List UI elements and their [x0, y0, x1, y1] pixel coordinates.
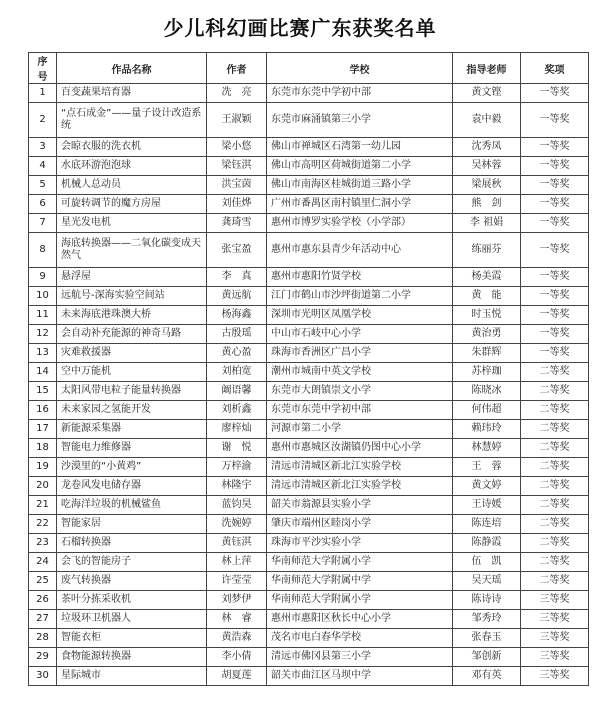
- cell-work-name: 智能衣柜: [57, 629, 207, 648]
- cell-award: 三等奖: [521, 648, 589, 667]
- table-row: [29, 667, 589, 686]
- cell-school: 东莞市东莞中学初中部: [267, 84, 453, 103]
- cell-award: 二等奖: [521, 534, 589, 553]
- cell-author: 刘柏宽: [207, 363, 267, 382]
- cell-school: 佛山市高明区荷城街道第二小学: [267, 157, 453, 176]
- cell-no: 20: [29, 477, 57, 496]
- cell-no: 8: [29, 233, 57, 268]
- cell-no: 4: [29, 157, 57, 176]
- cell-author: 万梓渝: [207, 458, 267, 477]
- header-award: 奖项: [521, 53, 589, 84]
- cell-teacher: 陈诗诗: [453, 591, 521, 610]
- cell-teacher: 陈连培: [453, 515, 521, 534]
- cell-no: 7: [29, 214, 57, 233]
- cell-school: 潮州市城南中英文学校: [267, 363, 453, 382]
- cell-no: 22: [29, 515, 57, 534]
- cell-author: 林隆宇: [207, 477, 267, 496]
- cell-no: 1: [29, 84, 57, 103]
- cell-teacher: 苏梓珈: [453, 363, 521, 382]
- cell-school: 深圳市光明区凤凰学校: [267, 306, 453, 325]
- cell-award: 一等奖: [521, 195, 589, 214]
- cell-school: 惠州市惠阳竹贤学校: [267, 268, 453, 287]
- cell-author: 林上萍: [207, 553, 267, 572]
- cell-author: 李小倩: [207, 648, 267, 667]
- cell-work-name: 未来海底港珠澳大桥: [57, 306, 207, 325]
- cell-work-name: 可旋转调节的魔方房屋: [57, 195, 207, 214]
- cell-school: 东莞市麻涌镇第三小学: [267, 103, 453, 138]
- table-row: [29, 138, 589, 157]
- cell-teacher: 沈秀凤: [453, 138, 521, 157]
- cell-no: 17: [29, 420, 57, 439]
- cell-school: 河源市第二小学: [267, 420, 453, 439]
- cell-award: 一等奖: [521, 344, 589, 363]
- header-author: 作者: [207, 53, 267, 84]
- cell-award: 一等奖: [521, 138, 589, 157]
- cell-author: 林 睿: [207, 610, 267, 629]
- cell-author: 黄远航: [207, 287, 267, 306]
- cell-award: 三等奖: [521, 591, 589, 610]
- cell-teacher: 伍 凯: [453, 553, 521, 572]
- cell-school: 珠海市香洲区广昌小学: [267, 344, 453, 363]
- cell-author: 刘佳烨: [207, 195, 267, 214]
- cell-work-name: “点石成金”——量子设计改造系统: [57, 103, 207, 138]
- cell-award: 二等奖: [521, 572, 589, 591]
- cell-work-name: 灾难救援器: [57, 344, 207, 363]
- cell-work-name: 百变蔬果培育器: [57, 84, 207, 103]
- cell-school: 东莞市东莞中学初中部: [267, 401, 453, 420]
- cell-author: 蓝钧昊: [207, 496, 267, 515]
- cell-school: 肇庆市端州区睦岗小学: [267, 515, 453, 534]
- cell-teacher: 时玉悦: [453, 306, 521, 325]
- cell-teacher: 杨美霞: [453, 268, 521, 287]
- cell-author: 阚语馨: [207, 382, 267, 401]
- cell-teacher: 黄文铿: [453, 84, 521, 103]
- cell-no: 3: [29, 138, 57, 157]
- cell-author: 洗婉婷: [207, 515, 267, 534]
- cell-work-name: 水底环游泡泡球: [57, 157, 207, 176]
- cell-school: 华南师范大学附属中学: [267, 572, 453, 591]
- cell-award: 一等奖: [521, 157, 589, 176]
- cell-no: 27: [29, 610, 57, 629]
- table-row: [29, 382, 589, 401]
- cell-no: 12: [29, 325, 57, 344]
- cell-author: 杨海鑫: [207, 306, 267, 325]
- cell-teacher: 张春玉: [453, 629, 521, 648]
- cell-work-name: 星际城市: [57, 667, 207, 686]
- cell-work-name: 远航号-深海实验空间站: [57, 287, 207, 306]
- cell-work-name: 石榴转换器: [57, 534, 207, 553]
- cell-no: 21: [29, 496, 57, 515]
- cell-school: 韶关市翁源县实验小学: [267, 496, 453, 515]
- cell-no: 6: [29, 195, 57, 214]
- cell-award: 二等奖: [521, 363, 589, 382]
- cell-work-name: 会飞的智能房子: [57, 553, 207, 572]
- table-body: [29, 84, 589, 686]
- cell-work-name: 星光发电机: [57, 214, 207, 233]
- cell-author: 刘梦伊: [207, 591, 267, 610]
- cell-teacher: 吴天瑶: [453, 572, 521, 591]
- cell-award: 一等奖: [521, 233, 589, 268]
- cell-teacher: 熊 剑: [453, 195, 521, 214]
- cell-teacher: 袁中毅: [453, 103, 521, 138]
- table-row: [29, 268, 589, 287]
- cell-work-name: 茶叶分拣采收机: [57, 591, 207, 610]
- cell-teacher: 吴林蓉: [453, 157, 521, 176]
- cell-work-name: 沙漠里的“小黄鸡”: [57, 458, 207, 477]
- cell-school: 惠州市惠东县青少年活动中心: [267, 233, 453, 268]
- cell-award: 一等奖: [521, 214, 589, 233]
- cell-author: 王淑颖: [207, 103, 267, 138]
- cell-teacher: 王诗媛: [453, 496, 521, 515]
- table-row: [29, 103, 589, 138]
- cell-award: 一等奖: [521, 306, 589, 325]
- cell-school: 惠州市惠城区汝湖镇仍图中心小学: [267, 439, 453, 458]
- table-row: [29, 344, 589, 363]
- table-row: [29, 214, 589, 233]
- cell-work-name: 空中万能机: [57, 363, 207, 382]
- cell-no: 24: [29, 553, 57, 572]
- cell-work-name: 新能源采集器: [57, 420, 207, 439]
- cell-teacher: 黄 能: [453, 287, 521, 306]
- table-row: [29, 610, 589, 629]
- cell-award: 二等奖: [521, 382, 589, 401]
- cell-work-name: 会自动补充能源的神奇马路: [57, 325, 207, 344]
- cell-teacher: 李 祖娟: [453, 214, 521, 233]
- cell-no: 14: [29, 363, 57, 382]
- cell-work-name: 悬浮屋: [57, 268, 207, 287]
- cell-no: 5: [29, 176, 57, 195]
- cell-no: 15: [29, 382, 57, 401]
- cell-teacher: 练丽芬: [453, 233, 521, 268]
- cell-teacher: 王 蓉: [453, 458, 521, 477]
- cell-teacher: 林慧婷: [453, 439, 521, 458]
- cell-work-name: 智能家居: [57, 515, 207, 534]
- table-row: [29, 648, 589, 667]
- cell-award: 二等奖: [521, 401, 589, 420]
- table-row: [29, 325, 589, 344]
- table-row: [29, 496, 589, 515]
- cell-work-name: 智能电力维修器: [57, 439, 207, 458]
- cell-award: 一等奖: [521, 268, 589, 287]
- cell-award: 一等奖: [521, 176, 589, 195]
- cell-no: 16: [29, 401, 57, 420]
- cell-teacher: 何伟超: [453, 401, 521, 420]
- cell-award: 二等奖: [521, 477, 589, 496]
- cell-work-name: 机械人总动员: [57, 176, 207, 195]
- table-row: [29, 629, 589, 648]
- cell-author: 廖梓灿: [207, 420, 267, 439]
- cell-teacher: 陈晓冰: [453, 382, 521, 401]
- cell-award: 二等奖: [521, 420, 589, 439]
- table-row: [29, 195, 589, 214]
- cell-school: 中山市石岐中心小学: [267, 325, 453, 344]
- cell-work-name: 吃海洋垃圾的机械鲨鱼: [57, 496, 207, 515]
- page-title: 少儿科幻画比赛广东获奖名单: [163, 16, 437, 40]
- cell-no: 23: [29, 534, 57, 553]
- table-row: [29, 572, 589, 591]
- cell-school: 广州市番禺区南村镇里仁洞小学: [267, 195, 453, 214]
- cell-work-name: 会晾衣服的洗衣机: [57, 138, 207, 157]
- cell-work-name: 海底转换器——二氧化碳变成天然气: [57, 233, 207, 268]
- table-row: [29, 84, 589, 103]
- cell-school: 华南师范大学附属小学: [267, 591, 453, 610]
- cell-award: 二等奖: [521, 496, 589, 515]
- cell-teacher: 邹创新: [453, 648, 521, 667]
- cell-school: 华南师范大学附属小学: [267, 553, 453, 572]
- cell-author: 冼 亮: [207, 84, 267, 103]
- cell-school: 清远市清城区新北江实验学校: [267, 458, 453, 477]
- cell-teacher: 梁展秋: [453, 176, 521, 195]
- cell-author: 黄钰淇: [207, 534, 267, 553]
- table-header-row: [29, 53, 589, 84]
- cell-teacher: 邹秀玲: [453, 610, 521, 629]
- cell-author: 洪宝茵: [207, 176, 267, 195]
- table-row: [29, 176, 589, 195]
- cell-author: 梁钰淇: [207, 157, 267, 176]
- cell-work-name: 太阳风带电粒子能量转换器: [57, 382, 207, 401]
- header-work-name: 作品名称: [57, 53, 207, 84]
- table-row: [29, 515, 589, 534]
- cell-author: 许莹莹: [207, 572, 267, 591]
- cell-no: 13: [29, 344, 57, 363]
- cell-author: 古殷瑶: [207, 325, 267, 344]
- cell-school: 清远市清城区新北江实验学校: [267, 477, 453, 496]
- cell-no: 18: [29, 439, 57, 458]
- cell-author: 黄浩森: [207, 629, 267, 648]
- cell-no: 10: [29, 287, 57, 306]
- table-row: [29, 363, 589, 382]
- cell-author: 龚琦雪: [207, 214, 267, 233]
- table-row: [29, 401, 589, 420]
- cell-teacher: 赖玮玲: [453, 420, 521, 439]
- table-row: [29, 157, 589, 176]
- table-row: [29, 287, 589, 306]
- cell-award: 一等奖: [521, 84, 589, 103]
- cell-author: 胡夏莲: [207, 667, 267, 686]
- cell-no: 30: [29, 667, 57, 686]
- cell-author: 谢 悦: [207, 439, 267, 458]
- header-school: 学校: [267, 53, 453, 84]
- cell-school: 佛山市南海区桂城街道三路小学: [267, 176, 453, 195]
- cell-work-name: 食物能源转换器: [57, 648, 207, 667]
- cell-school: 佛山市禅城区石湾第一幼儿园: [267, 138, 453, 157]
- cell-award: 二等奖: [521, 458, 589, 477]
- cell-award: 一等奖: [521, 103, 589, 138]
- cell-school: 珠海市平沙实验小学: [267, 534, 453, 553]
- table-row: [29, 233, 589, 268]
- cell-teacher: 黄治勇: [453, 325, 521, 344]
- table-row: [29, 306, 589, 325]
- cell-no: 2: [29, 103, 57, 138]
- cell-award: 二等奖: [521, 553, 589, 572]
- cell-teacher: 陈静霞: [453, 534, 521, 553]
- cell-no: 26: [29, 591, 57, 610]
- cell-author: 梁小悠: [207, 138, 267, 157]
- cell-work-name: 未来家园之氢能开发: [57, 401, 207, 420]
- table-row: [29, 553, 589, 572]
- cell-author: 刘析鑫: [207, 401, 267, 420]
- cell-work-name: 废气转换器: [57, 572, 207, 591]
- table-row: [29, 477, 589, 496]
- cell-teacher: 朱群辉: [453, 344, 521, 363]
- cell-award: 三等奖: [521, 629, 589, 648]
- table-row: [29, 439, 589, 458]
- cell-no: 19: [29, 458, 57, 477]
- header-no: 序号: [29, 53, 57, 84]
- cell-no: 28: [29, 629, 57, 648]
- cell-award: 一等奖: [521, 287, 589, 306]
- cell-school: 茂名市电白春华学校: [267, 629, 453, 648]
- cell-teacher: 黄文婷: [453, 477, 521, 496]
- cell-work-name: 龙卷风发电储存器: [57, 477, 207, 496]
- cell-award: 三等奖: [521, 610, 589, 629]
- cell-award: 一等奖: [521, 325, 589, 344]
- cell-no: 25: [29, 572, 57, 591]
- cell-school: 东莞市大朗镇崇文小学: [267, 382, 453, 401]
- cell-author: 李 真: [207, 268, 267, 287]
- cell-work-name: 垃圾环卫机器人: [57, 610, 207, 629]
- cell-school: 清远市佛冈县第三小学: [267, 648, 453, 667]
- cell-author: 黄心盈: [207, 344, 267, 363]
- cell-school: 惠州市惠阳区秋长中心小学: [267, 610, 453, 629]
- cell-award: 三等奖: [521, 667, 589, 686]
- table-row: [29, 534, 589, 553]
- cell-teacher: 邓有英: [453, 667, 521, 686]
- cell-author: 张宝盈: [207, 233, 267, 268]
- table-row: [29, 420, 589, 439]
- cell-award: 二等奖: [521, 515, 589, 534]
- cell-no: 29: [29, 648, 57, 667]
- cell-school: 韶关市曲江区马坝中学: [267, 667, 453, 686]
- table-row: [29, 458, 589, 477]
- cell-no: 11: [29, 306, 57, 325]
- header-teacher: 指导老师: [453, 53, 521, 84]
- cell-no: 9: [29, 268, 57, 287]
- award-table: [28, 52, 589, 686]
- cell-award: 二等奖: [521, 439, 589, 458]
- cell-school: 惠州市博罗实验学校（小学部）: [267, 214, 453, 233]
- cell-school: 江门市鹤山市沙坪街道第二小学: [267, 287, 453, 306]
- table-row: [29, 591, 589, 610]
